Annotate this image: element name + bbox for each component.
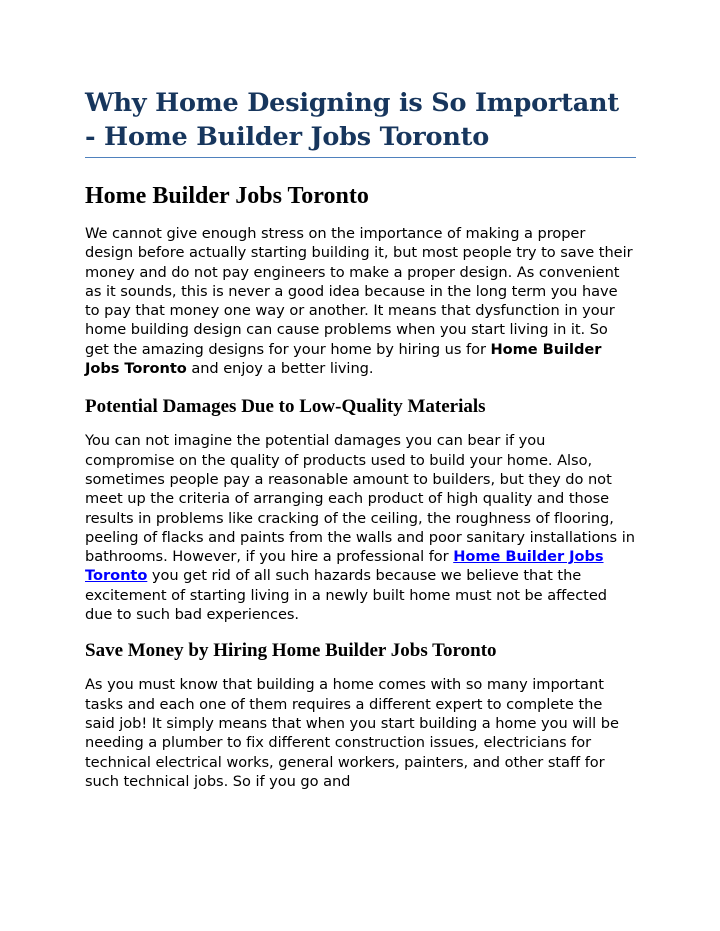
section-heading-home-builder-jobs: Home Builder Jobs Toronto <box>85 183 369 209</box>
damages-text: You can not imagine the potential damages you can bear if you compromise on the quality of products used to build your home. Also, sometimes people pay a reasonable amount to builders, but they do not meet up the criteria of arranging each product of high quality and those results in problems like cracking of the ceiling, the roughness of flooring, peeling of flacks and paints from the walls and poor sanitary installations in bathrooms. However, if you hire a professional for <box>85 432 635 566</box>
section-heading-potential-damages: Potential Damages Due to Low-Quality Materials <box>85 396 486 418</box>
title-divider <box>85 157 636 158</box>
damages-paragraph <box>85 431 636 624</box>
intro-text-end: and enjoy a better living. <box>186 360 374 378</box>
intro-text: We cannot give enough stress on the importance of making a proper design before actually starting building it, but most people try to save their money and do not pay engineers to make a proper design. As convenient as it sounds, this is never a good idea because in the long term you have to pay that money one way or another. It means that dysfunction in your home building design can cause problems when you start living in it. So get the amazing designs for your home by hiring us for <box>85 225 633 358</box>
save-money-paragraph: As you must know that building a home comes with so many important tasks and each one of them requires a different expert to complete the said job! It simply means that when you start building a home you will be needing a plumber to fix different construction issues, electricians for technical electrical works, general workers, painters, and other staff for such technical jobs. So if you go and <box>85 676 619 790</box>
damages-text-end: you get rid of all such hazards because we believe that the excitement of starting living in a newly built home must not be affected due to such bad experiences. <box>85 567 607 624</box>
intro-paragraph <box>85 224 636 378</box>
section-heading-save-money: Save Money by Hiring Home Builder Jobs Toronto <box>85 640 497 662</box>
home-builder-jobs-link[interactable]: Home Builder Jobs Toronto <box>85 548 604 585</box>
intro-bold-keyword: Home Builder Jobs Toronto <box>85 340 602 378</box>
document-title: Why Home Designing is So Important - Home Builder Jobs Toronto <box>85 88 619 152</box>
